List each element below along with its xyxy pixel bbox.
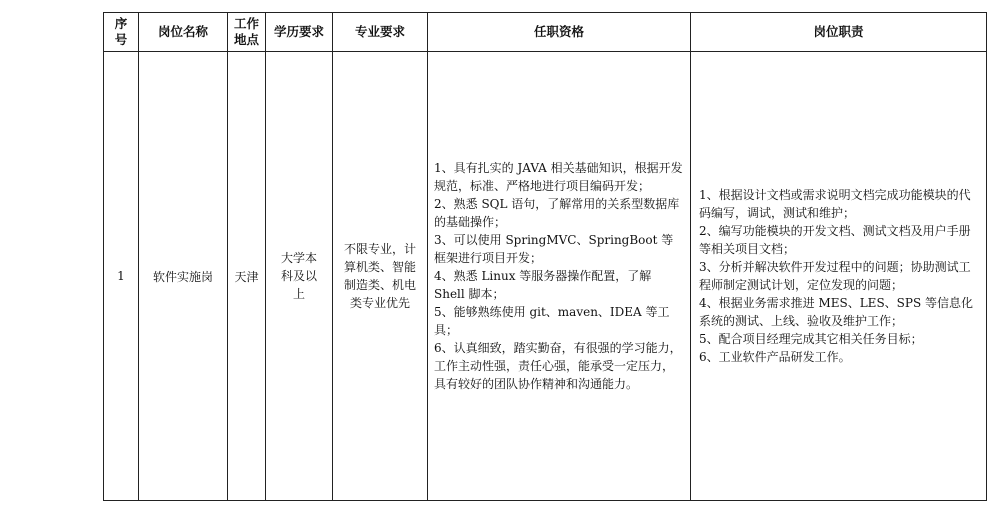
cell-major: 不限专业，计算机类、智能制造类、机电类专业优先 (333, 52, 428, 501)
header-major: 专业要求 (333, 13, 428, 52)
cell-qualifications: 1、具有扎实的 JAVA 相关基础知识，根据开发规范，标准、严格地进行项目编码开发； 2、熟悉 SQL 语句，了解常用的关系型数据库的基础操作； 3、可以使用 SpringMVC、SpringBoot 等框架进行项目开发； 4、熟悉 Linux 等服务器操作配置，了解 Shell 脚本； 5、能够熟练使用 git、maven、IDEA 等工具； 6、认真细致，踏实勤奋，有很强的学习能力，工作主动性强，责任心强，能承受一定压力，具有较好的团队协作精神和沟通能力。 (428, 52, 691, 501)
cell-education: 大学本科及以上 (266, 52, 333, 501)
cell-position: 软件实施岗 (139, 52, 228, 501)
header-position: 岗位名称 (139, 13, 228, 52)
header-education: 学历要求 (266, 13, 333, 52)
cell-location: 天津 (228, 52, 266, 501)
header-no: 序号 (104, 13, 139, 52)
cell-duties: 1、根据设计文档或需求说明文档完成功能模块的代码编写，调试，测试和维护； 2、编写功能模块的开发文档、测试文档及用户手册等相关项目文档； 3、分析并解决软件开发过程中的问题；协助测试工程师制定测试计划，定位发现的问题； 4、根据业务需求推进 MES、LES、SPS 等信息化系统的测试、上线、验收及维护工作； 5、配合项目经理完成其它相关任务目标； 6、工业软件产品研发工作。 (691, 52, 987, 501)
job-table (103, 12, 987, 501)
header-duties: 岗位职责 (691, 13, 987, 52)
table-row (104, 52, 987, 501)
cell-no: 1 (104, 52, 139, 501)
header-row (104, 13, 987, 52)
header-qualifications: 任职资格 (428, 13, 691, 52)
header-location: 工作地点 (228, 13, 266, 52)
